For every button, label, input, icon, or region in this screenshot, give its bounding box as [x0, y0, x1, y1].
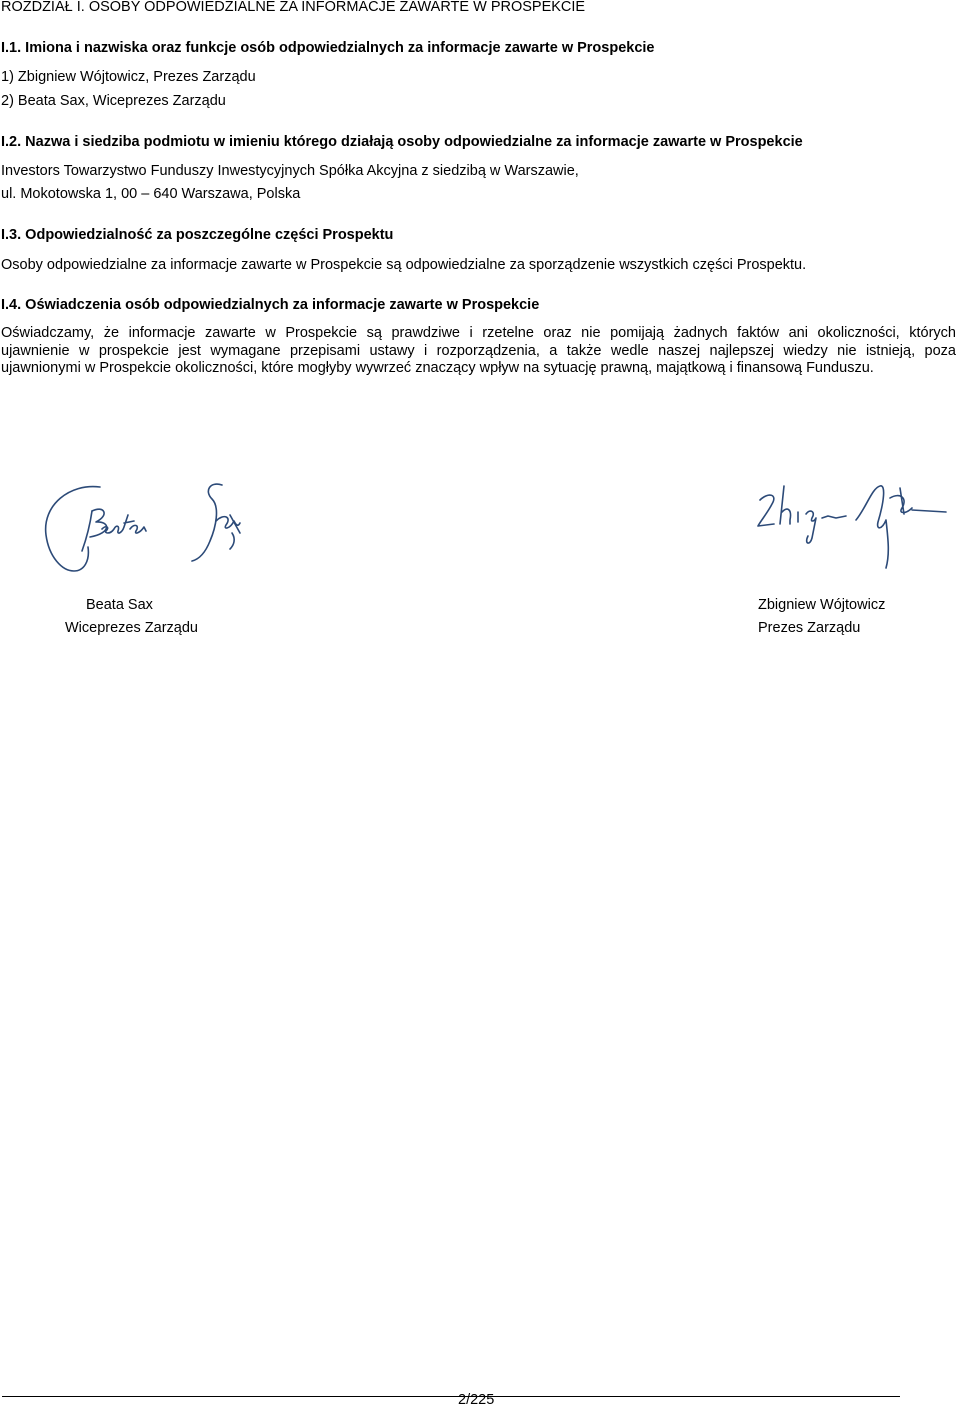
section-1-heading: I.1. Imiona i nazwiska oraz funkcje osób odpowiedzialnych za informacje zawarte w Prospekcie [1, 40, 655, 56]
signatory-name-right: Zbigniew Wójtowicz [758, 597, 886, 613]
declaration-line: ujawnienie w prospekcie jest wymagane przepisami ustawy i rozporządzenia, a także wedle naszej najlepszej wiedzy nie istnieją, poza [1, 342, 956, 359]
section-2-heading: I.2. Nazwa i siedziba podmiotu w imieniu którego działają osoby odpowiedzialne za informacje zawarte w Prospekcie [1, 134, 803, 150]
signature-zbigniew-wojtowicz [750, 468, 955, 576]
signatory-role-right: Prezes Zarządu [758, 620, 861, 636]
entity-name: Investors Towarzystwo Funduszy Inwestycyjnych Spółka Akcyjna z siedzibą w Warszawie, [1, 163, 579, 179]
chapter-title: ROZDZIAŁ I. OSOBY ODPOWIEDZIALNE ZA INFORMACJE ZAWARTE W PROSPEKCIE [1, 0, 586, 15]
signatory-role-left: Wiceprezes Zarządu [65, 620, 198, 636]
section-3-text: Osoby odpowiedzialne za informacje zawarte w Prospekcie są odpowiedzialne za sporządzenie wszystkich części Prospektu. [1, 257, 807, 273]
signatory-name-left: Beata Sax [86, 597, 153, 613]
list-item: 2) Beata Sax, Wiceprezes Zarządu [1, 93, 226, 109]
declaration-line: ujawnionymi w Prospekcie okoliczności, które mogłyby wywrzeć znaczący wpływ na sytuację prawną, majątkową i finansową Funduszu. [1, 360, 874, 376]
entity-address: ul. Mokotowska 1, 00 – 640 Warszawa, Polska [1, 186, 301, 202]
footer-divider [2, 1396, 900, 1397]
section-3-heading: I.3. Odpowiedzialność za poszczególne części Prospektu [1, 227, 394, 243]
declaration-line: Oświadczamy, że informacje zawarte w Prospekcie są prawdziwe i rzetelne oraz nie pomijają żadnych faktów ani okoliczności, których [1, 325, 956, 341]
list-item: 1) Zbigniew Wójtowicz, Prezes Zarządu [1, 69, 256, 85]
page-number: 2/225 [458, 1392, 495, 1408]
section-4-heading: I.4. Oświadczenia osób odpowiedzialnych za informacje zawarte w Prospekcie [1, 297, 540, 313]
declaration-paragraph [1, 325, 956, 378]
signature-beata-sax [40, 475, 245, 575]
